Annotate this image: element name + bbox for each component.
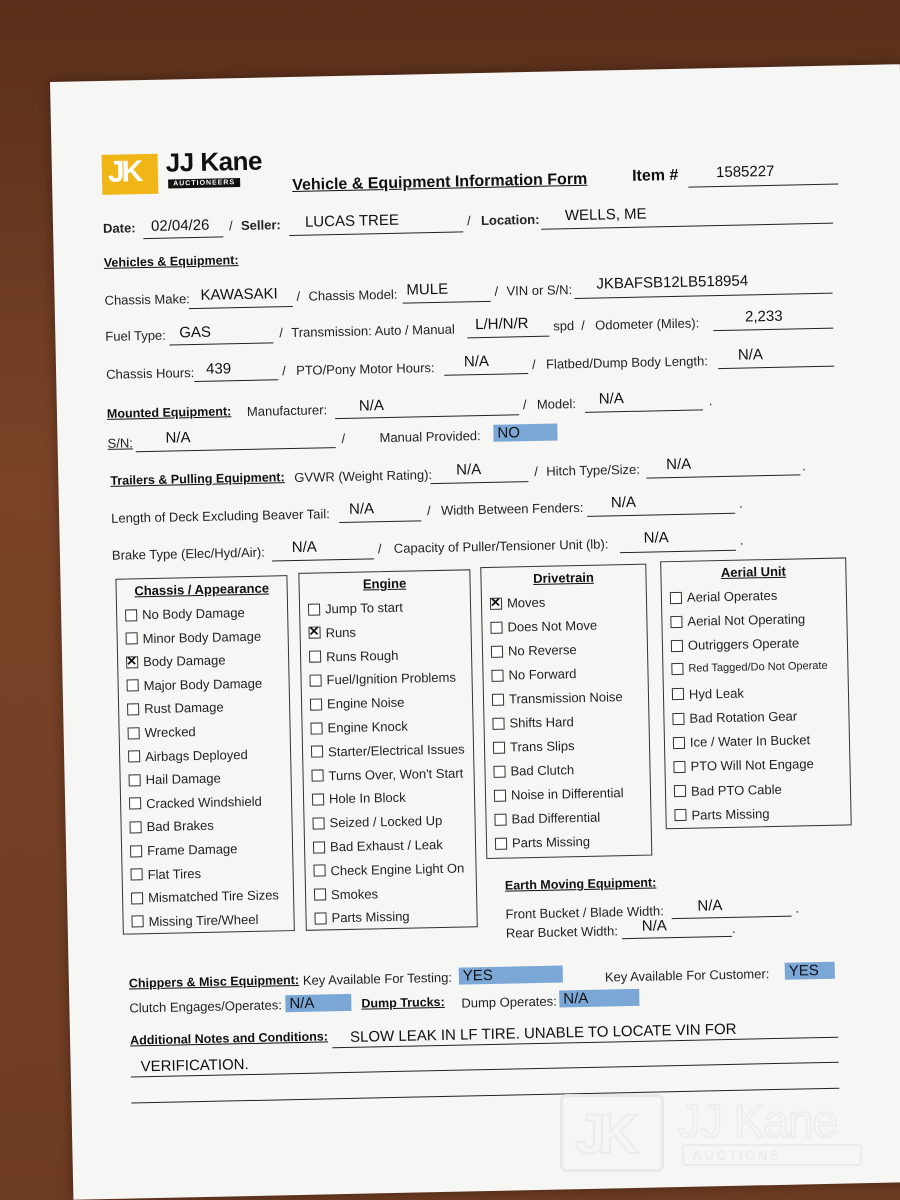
hitch-line <box>646 474 800 478</box>
date-line <box>143 236 223 239</box>
checkbox-icon[interactable] <box>672 712 684 724</box>
checkbox-label: Bad Differential <box>511 809 601 827</box>
checkbox-item[interactable] <box>312 790 406 807</box>
checkbox-item[interactable] <box>130 841 238 858</box>
checkbox-icon[interactable] <box>131 892 143 904</box>
sep-slash: / <box>296 288 301 304</box>
checkbox-item[interactable] <box>131 888 279 906</box>
checked-box-icon[interactable] <box>126 656 138 668</box>
aerial-unit-box <box>660 557 852 829</box>
checkbox-item[interactable] <box>127 700 224 717</box>
checkbox-icon[interactable] <box>128 750 140 762</box>
checkbox-label: Bad Rotation Gear <box>689 708 798 726</box>
checkbox-item[interactable] <box>126 653 226 670</box>
checkbox-icon[interactable] <box>670 616 682 628</box>
checkbox-icon[interactable] <box>494 813 506 825</box>
sep-slash: / <box>494 283 499 299</box>
checkbox-label: Frame Damage <box>146 841 238 859</box>
form-sheet <box>50 64 900 1200</box>
item-line <box>688 184 838 188</box>
checkbox-icon[interactable] <box>309 674 321 686</box>
sep-slash: / <box>279 325 284 341</box>
checkbox-icon[interactable] <box>310 722 322 734</box>
engine-box <box>298 569 477 931</box>
checkbox-item[interactable] <box>492 714 574 731</box>
period: . <box>738 495 743 511</box>
aerial-box-title: Aerial Unit <box>720 563 787 581</box>
flatbed-label: Flatbed/Dump Body Length: <box>545 353 709 372</box>
checkbox-icon[interactable] <box>312 793 324 805</box>
checkbox-label: Jump To start <box>324 599 404 617</box>
checkbox-item[interactable] <box>130 866 201 882</box>
checkbox-label: Major Body Damage <box>143 675 263 693</box>
dump-heading: Dump Trucks: <box>361 994 445 1011</box>
checkbox-item[interactable] <box>127 724 195 740</box>
checkbox-item[interactable] <box>308 600 403 617</box>
pto-label: PTO/Pony Motor Hours: <box>295 360 435 378</box>
dump-value: N/A <box>559 989 639 1008</box>
checkbox-item[interactable] <box>671 659 827 674</box>
checkbox-icon[interactable] <box>492 693 504 705</box>
period: . <box>802 458 806 474</box>
manual-value-field <box>493 423 557 441</box>
checkbox-icon[interactable] <box>313 865 325 877</box>
gvwr-label: GVWR (Weight Rating): <box>294 467 433 485</box>
checkbox-item[interactable] <box>128 771 220 788</box>
fuel-value: GAS <box>179 323 212 342</box>
checkbox-icon[interactable] <box>495 837 507 849</box>
checkbox-icon[interactable] <box>671 662 683 674</box>
checkbox-item[interactable] <box>672 685 744 702</box>
checkbox-label: Hole In Block <box>328 790 406 807</box>
checkbox-label: Outriggers Operate <box>687 635 800 654</box>
checkbox-item[interactable] <box>670 611 805 629</box>
key-test-value: YES <box>459 965 563 984</box>
checkbox-label: Seized / Locked Up <box>329 813 443 831</box>
mounted-model-line <box>585 409 703 412</box>
checkbox-item[interactable] <box>673 757 814 775</box>
checkbox-icon[interactable] <box>674 785 686 797</box>
checkbox-icon[interactable] <box>128 727 140 739</box>
front-bucket-line <box>672 916 792 920</box>
checkbox-label: Bad Exhaust / Leak <box>329 836 443 855</box>
hitch-label: Hitch Type/Size: <box>546 461 641 479</box>
checkbox-item[interactable] <box>314 909 409 926</box>
seller-label: Seller: <box>240 217 281 234</box>
chippers-heading: Chippers & Misc Equipment: <box>128 972 300 991</box>
brake-label: Brake Type (Elec/Hyd/Air): <box>111 544 265 563</box>
checkbox-label: No Forward <box>508 666 577 683</box>
mfr-value: N/A <box>358 397 385 415</box>
checkbox-label: Aerial Operates <box>686 587 778 605</box>
front-bucket-label: Front Bucket / Blade Width: <box>505 903 664 922</box>
checkbox-label: Bad Brakes <box>146 818 214 835</box>
checkbox-label: Starter/Electrical Issues <box>327 741 465 760</box>
jjkane-auctions-watermark <box>560 1094 870 1174</box>
trailers-heading: Trailers & Pulling Equipment: <box>110 470 285 488</box>
item-number-field <box>632 167 679 186</box>
odo-label: Odometer (Miles): <box>595 315 700 333</box>
brake-line <box>272 558 374 561</box>
date-value: 02/04/26 <box>150 216 210 235</box>
checkbox-icon[interactable] <box>130 868 142 880</box>
date-label: Date: <box>102 220 136 236</box>
checkbox-label: Parts Missing <box>691 805 770 823</box>
clutch-label: Clutch Engages/Operates: <box>129 997 283 1016</box>
checkbox-label: Runs Rough <box>325 647 399 664</box>
checkbox-icon[interactable] <box>314 912 326 924</box>
key-cust-value: YES <box>785 962 835 980</box>
checkbox-label: Noise in Differential <box>510 785 624 803</box>
checkbox-item[interactable] <box>492 689 623 707</box>
checkbox-item[interactable] <box>311 765 463 783</box>
checkbox-item[interactable] <box>310 719 408 736</box>
checkbox-icon[interactable] <box>670 591 682 603</box>
checkbox-icon[interactable] <box>312 817 324 829</box>
hours-value: 439 <box>205 360 232 378</box>
hitch-value: N/A <box>665 455 692 474</box>
sn-label: S/N: <box>107 435 134 451</box>
checkbox-label: Shifts Hard <box>509 714 574 731</box>
checked-box-icon[interactable] <box>490 597 502 609</box>
mounted-heading: Mounted Equipment: <box>106 404 232 421</box>
mounted-model-label: Model: <box>536 396 577 412</box>
checkbox-icon[interactable] <box>490 621 502 633</box>
checkbox-icon[interactable] <box>492 717 504 729</box>
trans-line <box>467 336 549 339</box>
sep-slash: / <box>466 213 471 229</box>
checkbox-icon[interactable] <box>673 761 685 773</box>
checkbox-label: Cracked Windshield <box>145 793 262 811</box>
checkbox-label: Bad PTO Cable <box>690 781 782 799</box>
model-line <box>403 301 491 304</box>
notes-heading: Additional Notes and Conditions: <box>129 1029 329 1048</box>
checkbox-icon[interactable] <box>674 809 686 821</box>
sep-slash: / <box>341 430 346 446</box>
trans-label: Transmission: Auto / Manual <box>291 321 455 340</box>
checkbox-item[interactable] <box>125 605 245 623</box>
checkbox-item[interactable] <box>674 806 769 823</box>
checkbox-label: Aerial Not Operating <box>687 611 806 629</box>
drivetrain-box <box>480 564 652 859</box>
drivetrain-box-title: Drivetrain <box>532 569 594 586</box>
make-line <box>189 306 293 309</box>
fuel-label: Fuel Type: <box>105 327 166 344</box>
puller-line <box>620 550 736 553</box>
sep-slash: / <box>228 218 233 234</box>
brand-name: JJ Kane <box>165 145 263 178</box>
make-value: KAWASAKI <box>200 285 278 304</box>
checkbox-label: Transmission Noise <box>508 689 623 707</box>
checkbox-label: Mismatched Tire Sizes <box>147 887 280 906</box>
checkbox-label: Red Tagged/Do Not Operate <box>688 659 828 675</box>
model-value: MULE <box>406 280 449 299</box>
vin-line <box>575 293 833 299</box>
hours-line <box>194 379 278 382</box>
checkbox-label: Flat Tires <box>147 865 202 882</box>
checkbox-label: Does Not Move <box>507 617 598 635</box>
watermark-name: JJ Kane <box>678 1095 838 1147</box>
checkbox-label: No Reverse <box>507 642 577 659</box>
model-label: Chassis Model: <box>308 286 398 304</box>
checkbox-label: Runs <box>325 624 357 641</box>
checkbox-label: Ice / Water In Bucket <box>689 732 811 750</box>
checkbox-icon[interactable] <box>127 703 139 715</box>
checkbox-label: Moves <box>506 594 546 611</box>
sep-slash: / <box>377 541 382 557</box>
checkbox-icon[interactable] <box>491 669 503 681</box>
sn-line <box>136 447 336 452</box>
checkbox-label: Smokes <box>330 885 379 902</box>
puller-value: N/A <box>643 529 669 547</box>
flatbed-value: N/A <box>737 346 764 364</box>
checkbox-icon[interactable] <box>313 841 325 853</box>
checkbox-item[interactable] <box>671 636 800 654</box>
checkbox-item[interactable] <box>129 794 262 812</box>
checkbox-item[interactable] <box>490 618 597 635</box>
checkbox-label: Turns Over, Won't Start <box>328 765 464 783</box>
checkbox-label: No Body Damage <box>142 605 245 623</box>
manual-value: NO <box>493 423 557 441</box>
checkbox-label: Missing Tire/Wheel <box>148 911 259 929</box>
checkbox-label: Fuel/Ignition Problems <box>326 670 457 688</box>
dump-label: Dump Operates: <box>461 993 557 1011</box>
checkbox-label: PTO Will Not Engage <box>690 756 814 775</box>
checkbox-icon[interactable] <box>493 741 505 753</box>
checkbox-icon[interactable] <box>673 737 685 749</box>
mfr-line <box>335 414 519 419</box>
checkbox-label: Engine Knock <box>327 718 408 736</box>
location-label: Location: <box>480 211 540 229</box>
checkbox-item[interactable] <box>310 695 405 712</box>
checkbox-label: Rust Damage <box>143 699 224 717</box>
checkbox-label: Bad Clutch <box>510 762 575 779</box>
checkbox-item[interactable] <box>127 675 263 693</box>
checkbox-item[interactable] <box>313 860 464 878</box>
checkbox-icon[interactable] <box>127 680 139 692</box>
notes-line2: VERIFICATION. <box>140 1056 249 1076</box>
flatbed-line <box>718 366 834 369</box>
checkbox-label: Engine Noise <box>326 694 405 712</box>
clutch-value: N/A <box>285 994 351 1012</box>
checkbox-icon[interactable] <box>671 640 683 652</box>
brand-tagline: AUCTIONEERS <box>168 178 240 189</box>
checkbox-item[interactable] <box>309 647 399 664</box>
checkbox-item[interactable] <box>494 810 600 827</box>
key-cust-label: Key Available For Customer: <box>604 966 770 985</box>
hours-label: Chassis Hours: <box>105 365 195 382</box>
checked-box-icon[interactable] <box>308 627 320 639</box>
checkbox-item[interactable] <box>314 886 378 902</box>
deck-line <box>339 520 421 523</box>
checkbox-item[interactable] <box>128 747 248 765</box>
checkbox-label: Parts Missing <box>331 909 410 926</box>
clutch-field <box>285 994 351 1012</box>
form-title: Vehicle & Equipment Information Form <box>292 170 588 194</box>
vehicles-heading: Vehicles & Equipment: <box>103 253 239 270</box>
checkbox-item[interactable] <box>126 628 262 646</box>
gvwr-line <box>430 481 528 484</box>
checkbox-icon[interactable] <box>494 789 506 801</box>
vin-label: VIN or S/N: <box>506 282 573 299</box>
dump-field <box>559 989 639 1008</box>
checkbox-item[interactable] <box>129 818 213 835</box>
checkbox-item[interactable] <box>495 834 590 851</box>
seller-line <box>289 231 463 236</box>
rear-bucket-value: N/A <box>641 917 667 935</box>
fenders-value: N/A <box>610 493 637 512</box>
spd-label: spd <box>553 318 575 334</box>
deck-label: Length of Deck Excluding Beaver Tail: <box>110 506 330 526</box>
period: . <box>731 920 736 936</box>
key-test-field <box>459 965 563 984</box>
seller-value: LUCAS TREE <box>304 211 400 231</box>
front-bucket-value: N/A <box>697 897 723 915</box>
odo-value: 2,233 <box>744 307 783 326</box>
checkbox-item[interactable] <box>674 781 782 798</box>
checkbox-item[interactable] <box>131 912 258 930</box>
odo-line <box>713 328 833 332</box>
sn-value: N/A <box>165 429 191 447</box>
checkbox-item[interactable] <box>673 732 810 750</box>
checkbox-icon[interactable] <box>130 821 142 833</box>
jjkane-logo-mark: JK <box>102 154 159 195</box>
checkbox-icon[interactable] <box>310 698 322 710</box>
checkbox-label: Trans Slips <box>509 738 575 755</box>
checkbox-item[interactable] <box>493 738 575 755</box>
checkbox-icon[interactable] <box>130 845 142 857</box>
checkbox-icon[interactable] <box>126 632 138 644</box>
checkbox-icon[interactable] <box>308 603 320 615</box>
key-test-label: Key Available For Testing: <box>302 969 453 988</box>
checkbox-icon[interactable] <box>125 609 137 621</box>
period: . <box>739 532 744 548</box>
puller-label: Capacity of Puller/Tensioner Unit (lb): <box>393 536 609 556</box>
sep-slash: / <box>581 317 585 333</box>
checkbox-label: Minor Body Damage <box>142 628 262 646</box>
checkbox-item[interactable] <box>494 785 624 803</box>
trans-value: L/H/N/R <box>474 315 529 334</box>
checkbox-item[interactable] <box>309 670 456 688</box>
manual-label: Manual Provided: <box>379 428 481 446</box>
checkbox-item[interactable] <box>493 762 574 779</box>
checkbox-label: Airbags Deployed <box>144 746 248 764</box>
chassis-box-title: Chassis / Appearance <box>134 580 270 599</box>
checkbox-item[interactable] <box>308 625 356 641</box>
checkbox-icon[interactable] <box>311 770 323 782</box>
engine-box-title: Engine <box>362 575 407 592</box>
checkbox-icon[interactable] <box>493 765 505 777</box>
checkbox-item[interactable] <box>312 813 442 831</box>
mfr-label: Manufacturer: <box>246 402 328 419</box>
checkbox-item[interactable] <box>672 708 797 726</box>
fenders-line <box>587 513 735 517</box>
pto-value: N/A <box>463 352 490 371</box>
pto-line <box>444 373 528 376</box>
checkbox-label: Check Engine Light On <box>330 860 465 879</box>
checkbox-item[interactable] <box>491 666 576 683</box>
checkbox-icon[interactable] <box>131 916 143 928</box>
item-label: Item # <box>631 166 679 185</box>
mounted-model-value: N/A <box>598 390 624 408</box>
sep-slash: / <box>426 503 431 519</box>
rear-bucket-label: Rear Bucket Width: <box>505 923 619 941</box>
fuel-line <box>170 342 274 345</box>
location-value: WELLS, ME <box>564 205 647 225</box>
checkbox-item[interactable] <box>670 588 778 605</box>
checkbox-item[interactable] <box>311 741 465 759</box>
gvwr-value: N/A <box>456 461 482 479</box>
key-cust-field <box>785 962 835 980</box>
checkbox-icon[interactable] <box>309 651 321 663</box>
sep-slash: / <box>534 463 539 479</box>
sep-slash: / <box>522 397 527 413</box>
checkbox-label: Hyd Leak <box>688 685 745 702</box>
period: . <box>708 393 713 409</box>
watermark-sub: AUCTIONS <box>682 1144 862 1166</box>
checkbox-label: Hail Damage <box>145 770 221 788</box>
checkbox-label: Wrecked <box>144 724 196 741</box>
brake-value: N/A <box>291 538 317 557</box>
deck-value: N/A <box>348 500 375 518</box>
chassis-appearance-box <box>115 575 294 935</box>
period: . <box>795 900 800 916</box>
watermark-logo-mark: JK <box>560 1094 664 1172</box>
rear-bucket-line <box>622 936 732 939</box>
checkbox-icon[interactable] <box>314 888 326 900</box>
checkbox-icon[interactable] <box>311 746 323 758</box>
checkbox-label: Parts Missing <box>511 833 591 851</box>
checkbox-label: Body Damage <box>143 652 226 670</box>
item-value: 1585227 <box>715 162 775 182</box>
earth-heading: Earth Moving Equipment: <box>504 875 657 893</box>
checkbox-item[interactable] <box>313 837 443 855</box>
sep-slash: / <box>281 363 286 379</box>
checkbox-icon[interactable] <box>129 774 141 786</box>
checkbox-icon[interactable] <box>491 645 503 657</box>
checkbox-icon[interactable] <box>672 688 684 700</box>
fenders-label: Width Between Fenders: <box>440 499 584 518</box>
checkbox-item[interactable] <box>490 595 546 611</box>
checkbox-item[interactable] <box>491 642 577 659</box>
vin-value: JKBAFSB12LB518954 <box>596 272 749 293</box>
notes-line1: SLOW LEAK IN LF TIRE. UNABLE TO LOCATE VIN FOR <box>349 1020 737 1046</box>
checkbox-icon[interactable] <box>129 798 141 810</box>
sep-slash: / <box>531 356 536 372</box>
make-label: Chassis Make: <box>104 291 190 308</box>
